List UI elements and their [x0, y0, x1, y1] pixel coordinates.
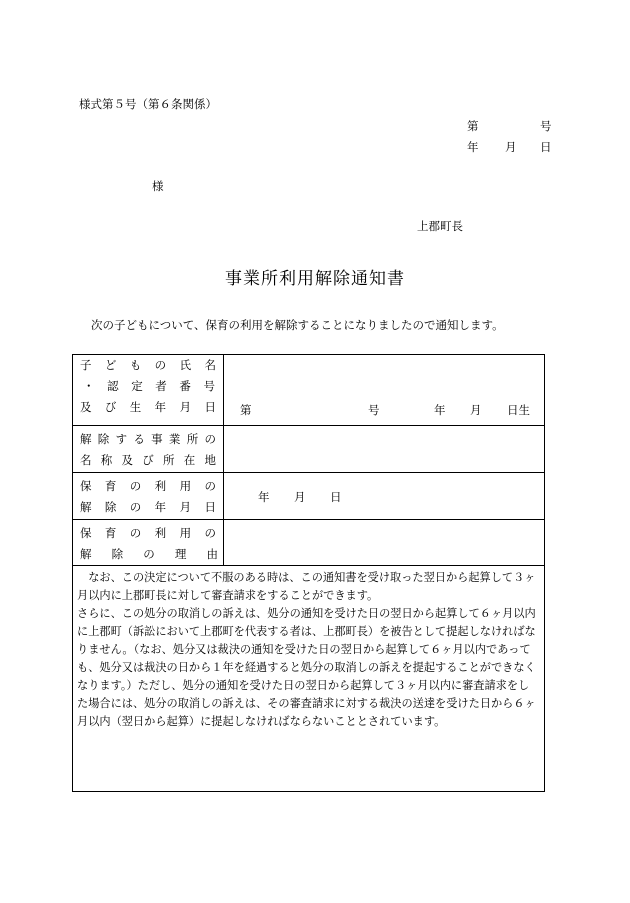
document-number-label: 第	[467, 119, 479, 133]
label-char: ど	[104, 358, 117, 372]
intro-text: 次の子どもについて、保育の利用を解除することになりましたので通知します。	[91, 318, 504, 332]
label-char: 及	[80, 400, 92, 414]
issue-date-day: 日	[540, 140, 552, 154]
label-char: 用	[179, 479, 192, 493]
notice-form-table	[72, 354, 545, 792]
issuer-name: 上郡町長	[417, 219, 463, 233]
notice-cell	[73, 566, 545, 792]
label-cancel-date	[73, 473, 224, 520]
label-line	[73, 450, 223, 471]
label-char: 号	[203, 379, 215, 393]
label-char: の	[129, 479, 142, 493]
field-facility[interactable]	[224, 426, 545, 473]
cancel-day-label: 日	[330, 490, 342, 504]
label-line	[73, 497, 223, 518]
label-char: の	[204, 526, 216, 540]
certificate-number-suffix: 号	[368, 403, 380, 417]
label-char: 日	[204, 400, 216, 414]
label-char: 所	[186, 432, 199, 446]
issue-date-month: 月	[505, 140, 517, 154]
label-char: び	[104, 400, 117, 414]
label-char: も	[129, 358, 142, 372]
table-row-cancel-date	[73, 473, 545, 520]
label-char: の	[204, 479, 216, 493]
label-char: 氏	[179, 358, 192, 372]
label-char: す	[115, 432, 128, 446]
label-char: 名	[80, 453, 92, 467]
label-line	[73, 397, 223, 418]
addressee-suffix: 様	[152, 179, 164, 193]
label-char: 除	[111, 547, 124, 561]
document-number-suffix: 号	[540, 119, 552, 133]
label-char: 生	[129, 400, 142, 414]
label-line	[73, 355, 223, 376]
label-char: 番	[179, 379, 191, 393]
label-line	[73, 376, 223, 397]
label-char: 保	[80, 479, 92, 493]
label-line	[73, 426, 223, 450]
label-char: 利	[154, 526, 167, 540]
label-char: 年	[154, 500, 167, 514]
label-char: 育	[104, 479, 117, 493]
certificate-number-label: 第	[240, 403, 252, 417]
label-char: 保	[80, 526, 92, 540]
label-char: る	[133, 432, 145, 446]
label-char: び	[142, 453, 154, 467]
label-char: 解	[80, 500, 92, 514]
table-row-facility	[73, 426, 545, 473]
label-char: 利	[154, 479, 167, 493]
label-char: 事	[151, 432, 163, 446]
label-char: 月	[179, 500, 192, 514]
birth-year-label: 年	[434, 403, 446, 417]
label-char: 解	[80, 547, 92, 561]
document-title: 事業所利用解除通知書	[225, 269, 405, 289]
field-cancel-date[interactable]	[224, 473, 545, 520]
label-child-info	[73, 355, 224, 426]
label-char: 理	[174, 547, 187, 561]
label-char: 業	[168, 432, 181, 446]
label-char: 除	[97, 432, 110, 446]
birth-month-label: 月	[470, 403, 482, 417]
label-char: 由	[206, 547, 218, 561]
label-char: 年	[154, 400, 167, 414]
cancel-month-label: 月	[294, 490, 306, 504]
notice-paragraph-2: さらに、この処分の取消しの訴えは、処分の通知を受けた日の翌日から起算して６ヶ月以内に上郡町（訴訟において上郡町を代表する者は、上郡町長）を被告として提起しなければなりません。（なお、処分又は裁決の通知を受けた日の翌日から起算して６ヶ月以内であっても、処分又は裁決の日から１年を経過すると処分の取消しの訴えを提起することができなくなります。）ただし、処分の通知を受けた日の翌日から起算して３ヶ月以内に審査請求をした場合には、処分の取消しの訴えは、その審査請求に対する裁決の送達を受けた日から６ヶ月以内（翌日から起算）に提起しなければならないこととされています。	[77, 607, 536, 728]
label-char: 地	[204, 453, 216, 467]
label-char: 解	[80, 432, 92, 446]
label-char: の	[129, 526, 142, 540]
form-number: 様式第５号（第６条関係）	[79, 97, 217, 111]
issue-date-year: 年	[467, 140, 479, 154]
label-char: 定	[131, 379, 143, 393]
table-row-cancel-reason	[73, 520, 545, 566]
label-char: 子	[80, 358, 92, 372]
label-char: 除	[104, 500, 117, 514]
label-char: の	[204, 432, 216, 446]
label-char: 者	[155, 379, 167, 393]
label-char: の	[154, 358, 167, 372]
birth-day-label: 日生	[507, 403, 530, 417]
label-cancel-reason	[73, 520, 224, 566]
label-char: 日	[204, 500, 216, 514]
label-char: 用	[179, 526, 192, 540]
field-cancel-reason[interactable]	[224, 520, 545, 566]
label-facility	[73, 426, 224, 473]
field-child-info[interactable]	[224, 355, 545, 426]
label-line	[73, 473, 223, 497]
notice-paragraph-1: なお、この決定について不服のある時は、この通知書を受け取った翌日から起算して３ヶ月以内に上郡町長に対して審査請求をすることができます。	[77, 571, 536, 602]
label-char: 育	[104, 526, 117, 540]
label-char: の	[129, 500, 142, 514]
label-char: ・	[83, 379, 95, 393]
label-char: の	[143, 547, 155, 561]
label-char: 称	[100, 453, 113, 467]
label-char: 及	[121, 453, 133, 467]
label-line	[73, 544, 223, 565]
label-char: 月	[179, 400, 192, 414]
label-char: 在	[183, 453, 196, 467]
label-char: 認	[107, 379, 119, 393]
appeal-notice	[73, 566, 544, 731]
cancel-year-label: 年	[258, 490, 270, 504]
label-char: 名	[204, 358, 216, 372]
label-char: 所	[163, 453, 175, 467]
label-line	[73, 520, 223, 544]
table-row-child-info	[73, 355, 545, 426]
table-row-notice	[73, 566, 545, 792]
